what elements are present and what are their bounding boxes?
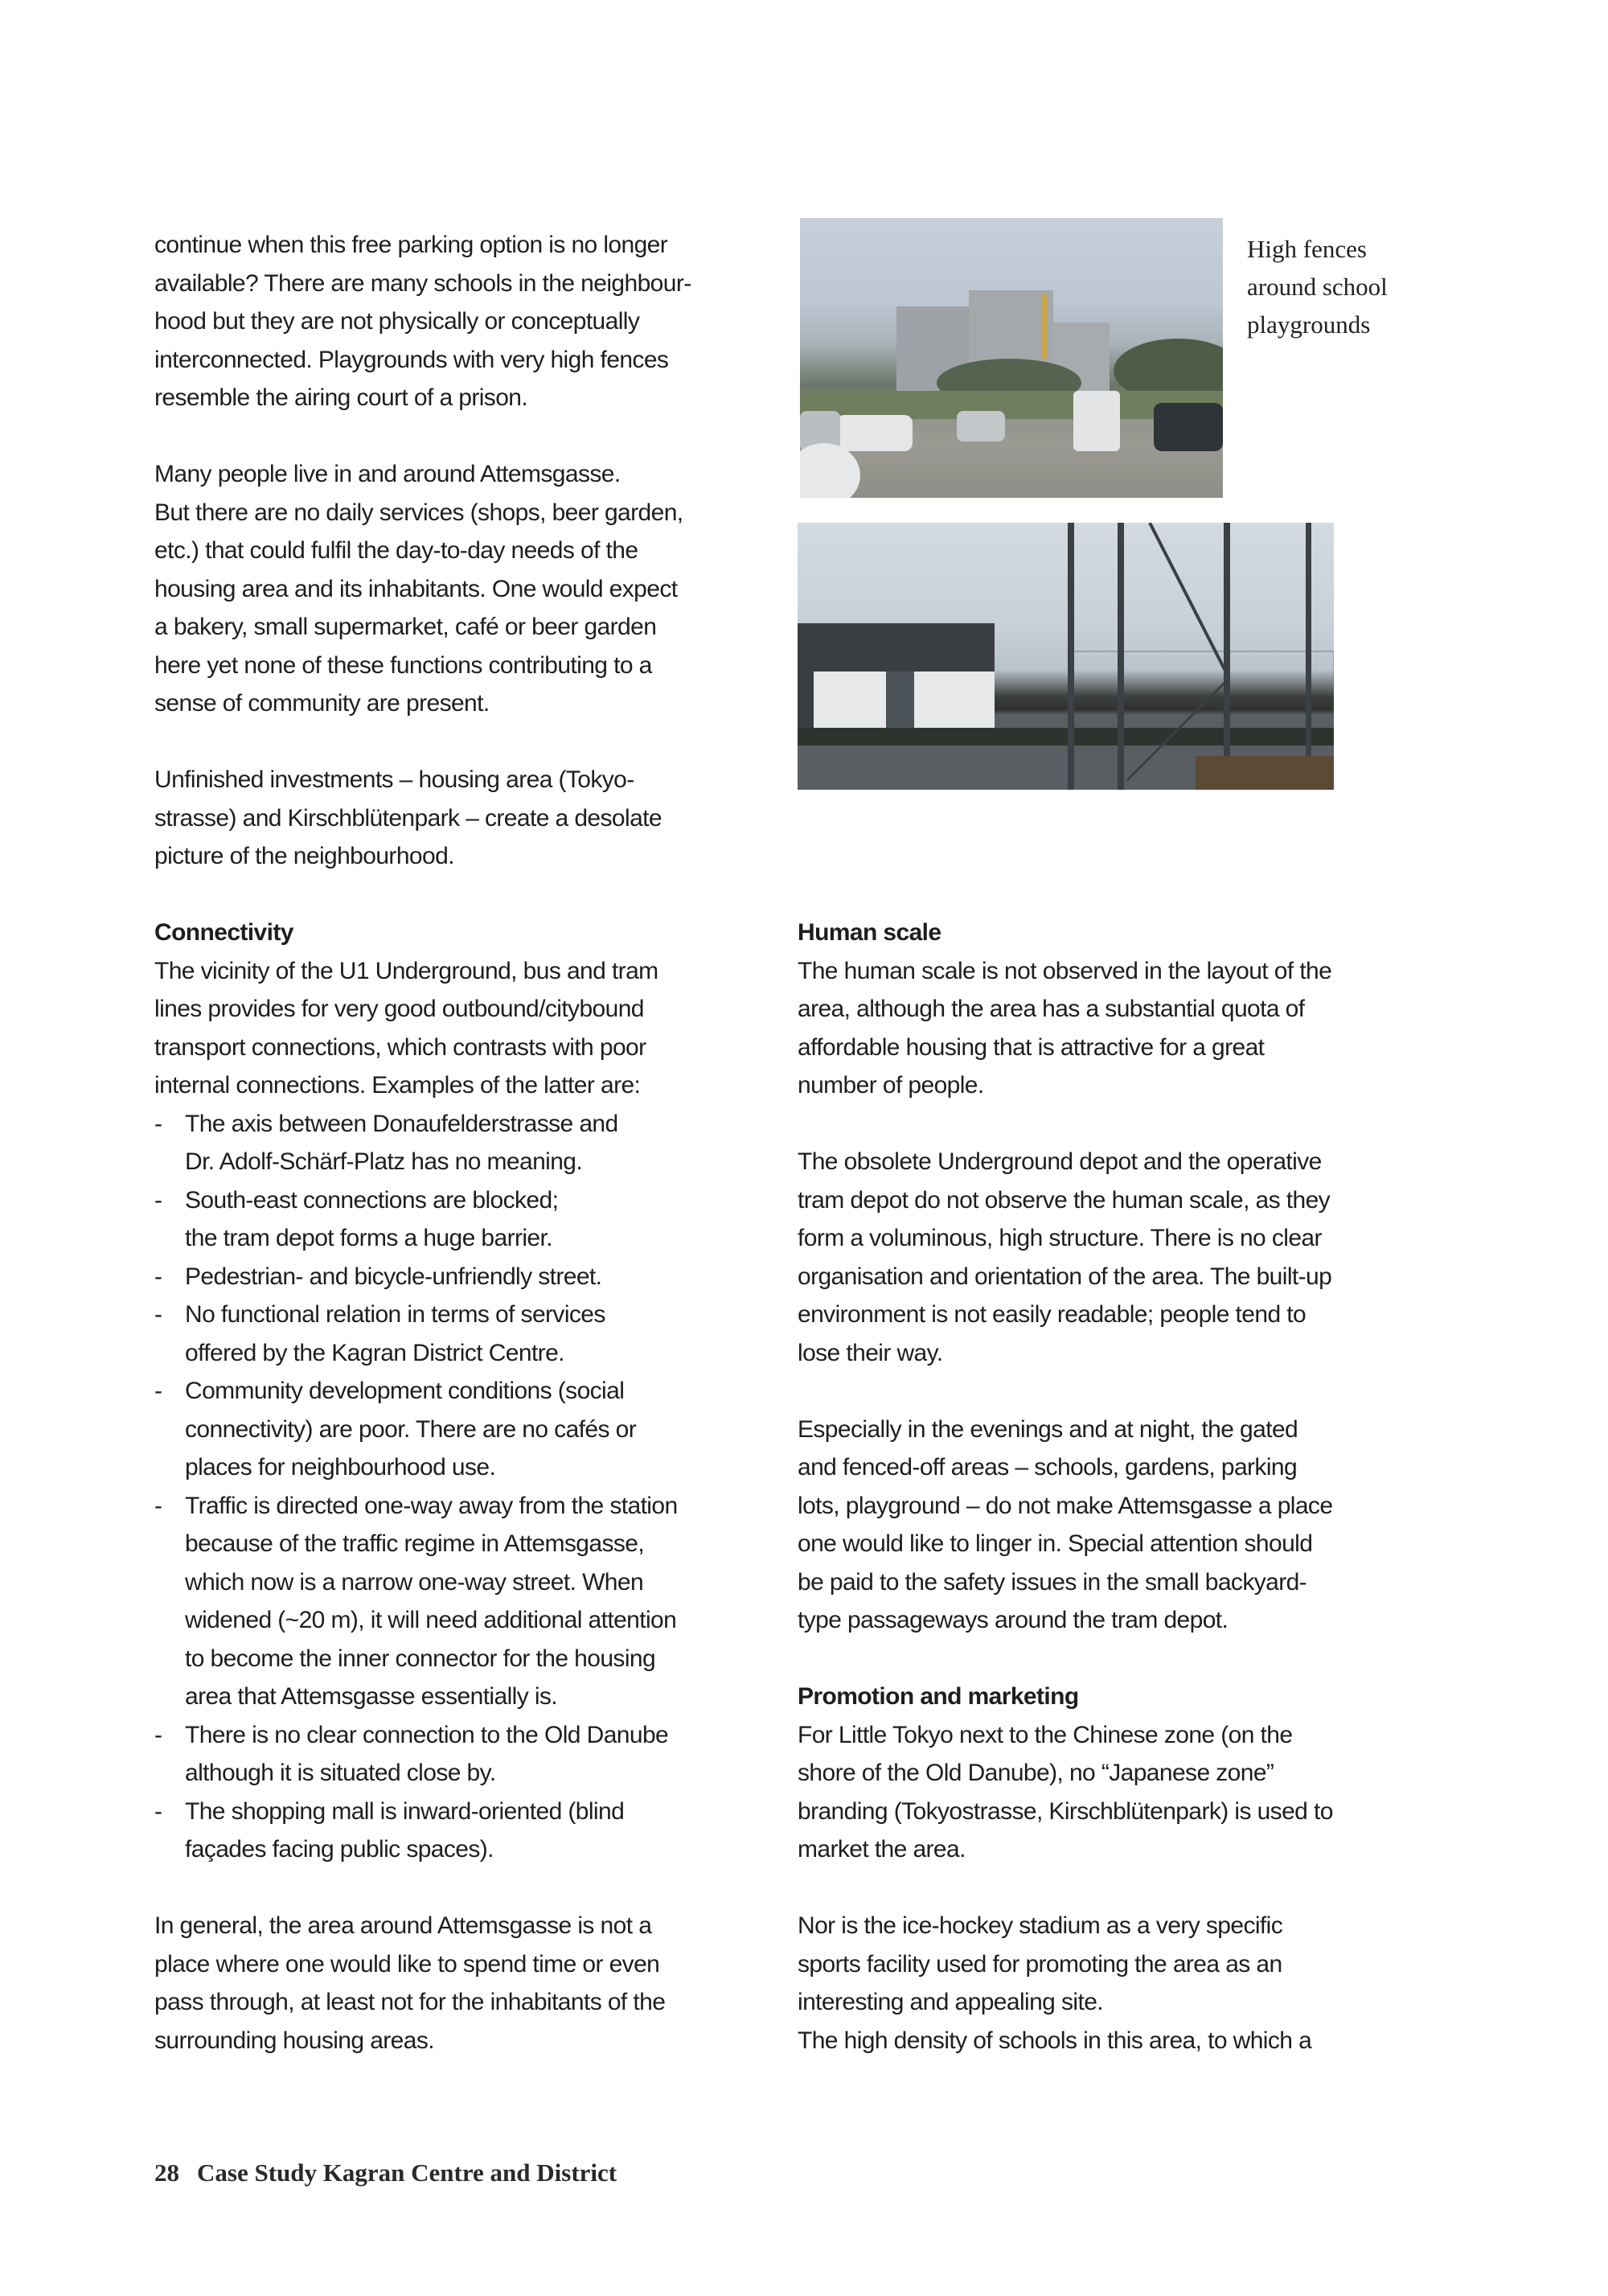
page-number: 28	[154, 2158, 179, 2187]
photo-fenced-playground	[798, 523, 1334, 790]
text-line: area that Attemsgasse essentially is.	[185, 1683, 558, 1710]
text-line: a bakery, small supermarket, café or beer garden	[154, 614, 657, 640]
text-line: Nor is the ice-hockey stadium as a very specific	[798, 1912, 1283, 1939]
text-line: In general, the area around Attemsgasse is not a	[154, 1912, 652, 1939]
caption-line: High fences	[1247, 235, 1367, 263]
text-line: Dr. Adolf-Schärf-Platz has no meaning.	[185, 1148, 583, 1175]
text-line: housing area and its inhabitants. One would expect	[154, 575, 678, 602]
bullet-item	[154, 1793, 765, 1869]
text-line: to become the inner connector for the housing	[185, 1645, 656, 1672]
text-line: connectivity) are poor. There are no cafés or	[185, 1415, 637, 1443]
text-line: Traffic is directed one-way away from the station	[185, 1492, 678, 1519]
bullet-item	[154, 1296, 765, 1372]
text-line: area, although the area has a substantial quota of	[798, 996, 1305, 1022]
bullet-item	[154, 1105, 765, 1181]
human-scale-section	[798, 914, 1425, 1105]
text-line: environment is not easily readable; people tend to	[798, 1301, 1306, 1328]
text-line: one would like to linger in. Special attention should	[798, 1530, 1313, 1557]
text-line: South-east connections are blocked;	[185, 1186, 559, 1214]
left-column	[154, 226, 765, 2098]
text-line: No functional relation in terms of services	[185, 1301, 605, 1328]
text-line: Community development conditions (social	[185, 1378, 625, 1404]
fence-post	[1306, 523, 1311, 772]
text-line: The vicinity of the U1 Underground, bus and tram	[154, 957, 658, 984]
fenced-playground-image	[798, 523, 1334, 790]
text-line: form a voluminous, high structure. There is no clear	[798, 1225, 1322, 1251]
text-line: sense of community are present.	[154, 690, 490, 717]
building-stripe	[1041, 294, 1048, 359]
text-line: resemble the airing court of a prison.	[154, 384, 528, 411]
page-footer	[154, 2158, 617, 2187]
services-paragraph	[154, 455, 765, 723]
text-line: be paid to the safety issues in the small backyard-	[798, 1568, 1307, 1596]
photo-parking-lot	[800, 218, 1223, 498]
text-line: available? There are many schools in the neighbour-	[154, 269, 691, 297]
text-line: strasse) and Kirschblütenpark – create a desolate	[154, 804, 662, 832]
bullet-item	[154, 1487, 765, 1716]
text-line: interconnected. Playgrounds with very high fences	[154, 346, 669, 373]
text-line: Especially in the evenings and at night, the gated	[798, 1415, 1298, 1443]
text-line: Many people live in and around Attemsgasse.	[154, 461, 621, 487]
text-line: Unfinished investments – housing area (Tokyo-	[154, 766, 634, 793]
van	[1073, 391, 1120, 451]
investments-paragraph	[154, 761, 765, 876]
bullet-dash: -	[154, 1301, 162, 1328]
text-line: The axis between Donaufelderstrasse and	[185, 1110, 618, 1137]
fence-brace	[1150, 523, 1228, 676]
text-line: surrounding housing areas.	[154, 2027, 434, 2054]
text-line: which now is a narrow one-way street. When	[185, 1568, 644, 1596]
intro-paragraph	[154, 226, 765, 417]
parking-lot-image	[800, 218, 1223, 498]
text-line: The high density of schools in this area, to which a	[798, 2027, 1312, 2054]
fence-post	[1118, 523, 1124, 790]
right-column	[798, 914, 1425, 2098]
section-heading-promotion: Promotion and marketing	[798, 1683, 1079, 1710]
bullet-item	[154, 1716, 765, 1793]
bullet-dash: -	[154, 1378, 162, 1404]
car	[957, 411, 1005, 442]
text-line: here yet none of these functions contributing to a	[154, 651, 652, 679]
caption-line: playgrounds	[1247, 310, 1371, 339]
text-line: offered by the Kagran District Centre.	[185, 1339, 564, 1366]
text-line: pass through, at least not for the inhabitants of the	[154, 1989, 666, 2015]
bullet-dash: -	[154, 1186, 162, 1214]
text-line: But there are no daily services (shops, beer garden,	[154, 499, 683, 526]
text-line: Pedestrian- and bicycle-unfriendly street.	[185, 1263, 602, 1290]
bullet-dash: -	[154, 1263, 162, 1290]
text-line: widened (~20 m), it will need additional attention	[185, 1607, 677, 1633]
text-line: The obsolete Underground depot and the operative	[798, 1148, 1322, 1175]
text-line: the tram depot forms a huge barrier.	[185, 1225, 552, 1251]
text-line: interesting and appealing site.	[798, 1989, 1104, 2015]
bullet-item	[154, 1258, 765, 1296]
text-line: sports facility used for promoting the area as an	[798, 1950, 1282, 1978]
bullet-dash: -	[154, 1492, 162, 1519]
text-line: picture of the neighbourhood.	[154, 843, 454, 869]
fence-post	[1224, 523, 1230, 772]
text-line: type passageways around the tram depot.	[798, 1607, 1229, 1633]
building-glass	[886, 672, 914, 736]
text-line: lose their way.	[798, 1339, 943, 1366]
text-line: The shopping mall is inward-oriented (blind	[185, 1797, 625, 1825]
text-line: organisation and orientation of the area. The built-up	[798, 1263, 1332, 1290]
hedge	[798, 728, 1334, 745]
bullet-dash: -	[154, 1110, 162, 1137]
section-heading-connectivity: Connectivity	[154, 919, 293, 946]
text-line: branding (Tokyostrasse, Kirschblütenpark) is used to	[798, 1797, 1333, 1825]
car	[800, 443, 860, 498]
depot-paragraph	[798, 1143, 1425, 1372]
text-line: market the area.	[798, 1836, 966, 1863]
text-line: For Little Tokyo next to the Chinese zone (on the	[798, 1721, 1293, 1748]
text-line: affordable housing that is attractive for a great	[798, 1033, 1265, 1061]
text-line: façades facing public spaces).	[185, 1836, 494, 1863]
bullet-dash: -	[154, 1721, 162, 1748]
text-line: There is no clear connection to the Old Danube	[185, 1721, 669, 1748]
running-title: Case Study Kagran Centre and District	[197, 2158, 617, 2187]
car	[1154, 403, 1223, 451]
photo-caption	[1247, 230, 1440, 343]
promotion-section	[798, 1678, 1425, 1869]
text-line: although it is situated close by.	[185, 1760, 496, 1786]
bullet-item	[154, 1372, 765, 1487]
text-line: internal connections. Examples of the latter are:	[154, 1072, 641, 1099]
caption-line: around school	[1247, 273, 1388, 301]
bullet-item	[154, 1181, 765, 1258]
section-heading-human-scale: Human scale	[798, 919, 941, 946]
evenings-paragraph	[798, 1411, 1425, 1640]
bullet-dash: -	[154, 1797, 162, 1825]
wooden-crate	[1196, 756, 1334, 790]
text-line: number of people.	[798, 1072, 984, 1099]
text-line: etc.) that could fulfil the day-to-day needs of the	[154, 537, 638, 564]
text-line: hood but they are not physically or conceptually	[154, 308, 640, 335]
text-line: lots, playground – do not make Attemsgasse a place	[798, 1492, 1333, 1519]
car	[836, 415, 913, 451]
conclusion-paragraph	[154, 1907, 765, 2060]
text-line: continue when this free parking option is no longer	[154, 232, 668, 258]
text-line: tram depot do not observe the human scale, as they	[798, 1186, 1331, 1214]
text-line: places for neighbourhood use.	[185, 1454, 496, 1481]
text-line: because of the traffic regime in Attemsgasse,	[185, 1530, 645, 1557]
text-line: lines provides for very good outbound/citybound	[154, 996, 644, 1022]
connectivity-section	[154, 914, 765, 1105]
text-line: shore of the Old Danube), no “Japanese zone”	[798, 1760, 1274, 1786]
text-line: The human scale is not observed in the layout of the	[798, 957, 1332, 984]
connectivity-bullet-list	[154, 1105, 765, 1869]
stadium-paragraph	[798, 1907, 1425, 2060]
text-line: transport connections, which contrasts with poor	[154, 1033, 646, 1061]
text-line: and fenced-off areas – schools, gardens, parking	[798, 1454, 1298, 1481]
text-line: place where one would like to spend time or even	[154, 1950, 660, 1978]
